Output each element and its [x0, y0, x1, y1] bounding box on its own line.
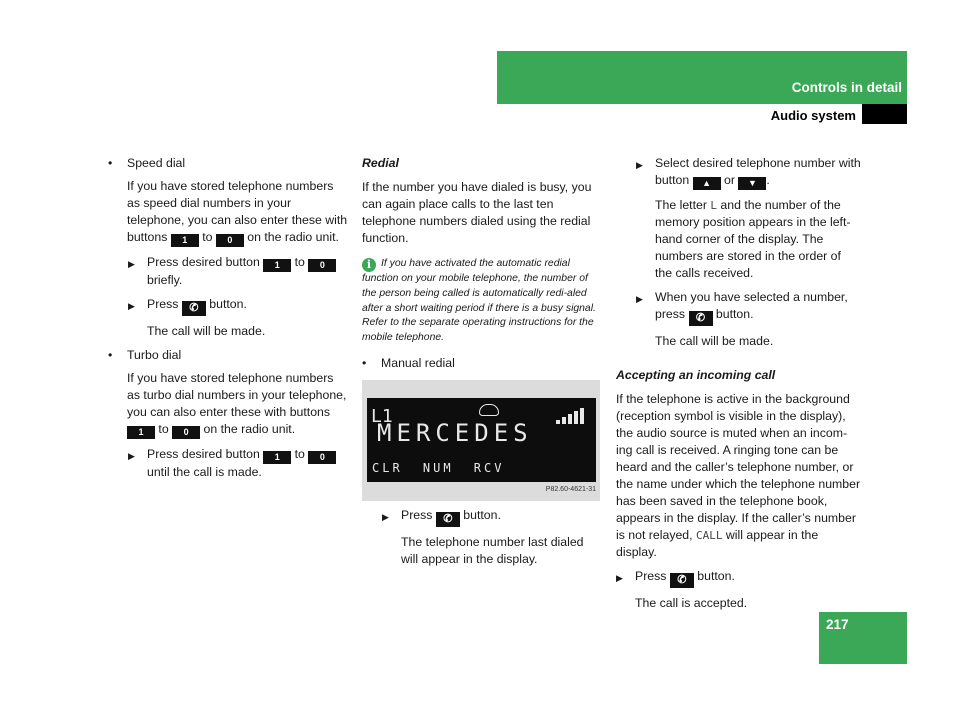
lcd-screen — [367, 398, 596, 482]
step-arrow-icon: ▶ — [128, 301, 135, 311]
step-arrow-icon: ▶ — [636, 160, 643, 170]
speed-dial-bullet: • Speed dial — [108, 155, 348, 172]
turbo-dial-step-1: ▶ Press desired button 1 to 0 until the call is made. — [108, 446, 348, 481]
lcd-main-text: MERCEDES — [377, 418, 533, 447]
header-tab-marker — [862, 104, 907, 124]
step-arrow-icon: ▶ — [636, 294, 643, 304]
page-number-box — [819, 612, 907, 664]
column-right — [616, 155, 861, 619]
accept-call-step: ▶ Press ✆ button. — [616, 569, 735, 586]
section-title: Controls in detail — [791, 80, 902, 95]
letter-explanation: The letter L and the number of the memory position appears in the left-hand corner of the display. The numbers are stored in the order of the calls received. — [655, 198, 851, 280]
up-arrow-key-icon: ▲ — [693, 177, 721, 190]
figure-code: P82.60-4621-31 — [545, 485, 596, 493]
call-made-result: The call will be made. — [655, 334, 774, 348]
phone-button-icon: ✆ — [670, 573, 694, 588]
step-arrow-icon: ▶ — [128, 259, 135, 269]
header-band — [497, 51, 907, 104]
speed-dial-result: The call will be made. — [147, 324, 266, 338]
redial-heading: Redial — [362, 156, 399, 170]
step-arrow-icon: ▶ — [382, 511, 389, 522]
key-1-icon: 1 — [263, 451, 291, 464]
radio-display-figure — [362, 380, 600, 501]
phone-handset-icon — [479, 404, 499, 416]
redial-note: i If you have activated the automatic redial function on your mobile telephone, the number of the person being called is automatically redi-aled after a short waiting period if there is a busy signal. Refer to the separate operating instructions for the mobile telephone. — [362, 258, 596, 344]
speed-dial-body: If you have stored telephone numbers as speed dial numbers in your telephone, you can also enter these with buttons 1 to 0 on the radio unit. — [127, 179, 348, 245]
key-1-icon: 1 — [127, 426, 155, 439]
phone-button-icon: ✆ — [182, 301, 206, 316]
speed-dial-step-1: ▶ Press desired button 1 to 0 briefly. — [108, 254, 348, 289]
signal-strength-icon — [556, 406, 588, 424]
key-0-icon: 0 — [308, 451, 336, 464]
redial-result: The telephone number last dialed will appear in the display. — [401, 534, 584, 566]
redial-body: If the number you have dialed is busy, you can again place calls to the last ten telephone numbers dialed using the redial function. — [362, 180, 592, 245]
turbo-dial-bullet: • Turbo dial — [108, 347, 348, 364]
column-middle — [362, 155, 602, 575]
select-number-step: ▶ Select desired telephone number with button ▲ or ▼ . — [636, 156, 861, 188]
incoming-call-heading: Accepting an incoming call — [616, 368, 776, 382]
lcd-softkeys: CLR NUM RCV — [372, 460, 505, 475]
key-0-icon: 0 — [172, 426, 200, 439]
lcd-memory-position: L1 — [371, 405, 393, 427]
down-arrow-key-icon: ▼ — [738, 177, 766, 190]
incoming-call-body: If the telephone is active in the background (reception symbol is visible in the display), the audio source is muted when an incom-ing call is received. A ringing tone can be heard and the caller’s telephone number, or the name under which the telephone number has been saved in the telephone book, appears in the display. If the caller’s number is not relayed, CALL will appear in the display. — [616, 392, 861, 559]
phone-button-icon: ✆ — [689, 311, 713, 326]
key-1-icon: 1 — [263, 259, 291, 272]
step-arrow-icon: ▶ — [616, 573, 623, 583]
turbo-dial-body: If you have stored telephone numbers as turbo dial numbers in your telephone, you can also enter these with buttons 1 to 0 on the radio unit. — [127, 371, 347, 437]
key-0-icon: 0 — [308, 259, 336, 272]
manual-redial-bullet: • Manual redial — [362, 355, 602, 372]
key-0-icon: 0 — [216, 234, 244, 247]
call-accepted-result: The call is accepted. — [635, 596, 748, 610]
info-icon: i — [362, 258, 376, 272]
page-number: 217 — [826, 617, 849, 632]
column-left — [108, 155, 348, 488]
phone-button-icon: ✆ — [436, 512, 460, 527]
speed-dial-step-2: ▶ Press ✆ button. — [128, 297, 247, 314]
step-arrow-icon: ▶ — [128, 451, 135, 461]
press-phone-step: ▶ When you have selected a number, press ✆ button. — [636, 290, 848, 324]
section-subtitle: Audio system — [770, 108, 856, 123]
key-1-icon: 1 — [171, 234, 199, 247]
redial-step: ▶ Press ✆ button. — [382, 507, 501, 525]
